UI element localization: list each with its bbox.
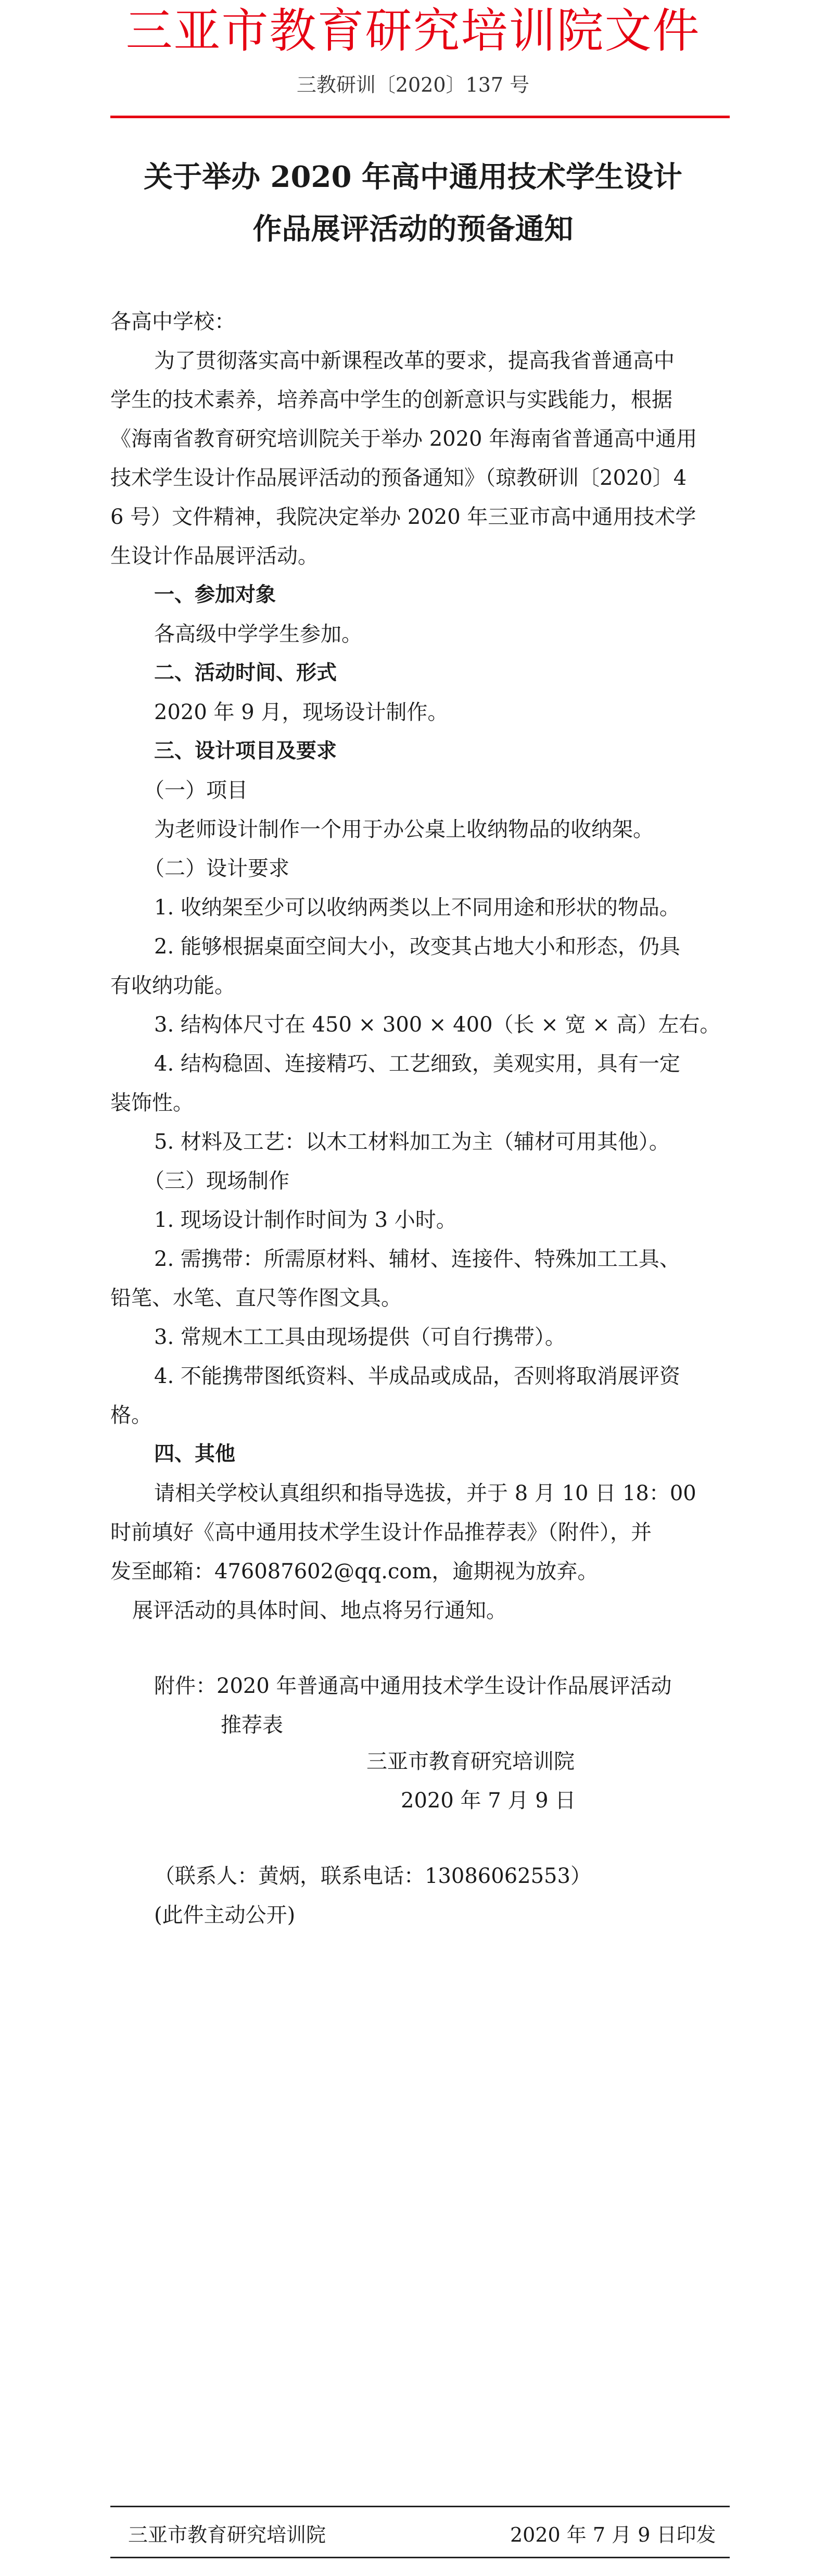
section-heading-time-format: 二、活动时间、形式 <box>154 661 337 685</box>
section-heading-participants: 一、参加对象 <box>154 583 276 607</box>
other-line: 请相关学校认真组织和指导选拔，并于 8 月 10 日 18：00 <box>154 1481 696 1505</box>
onsite-line: 4. 不能携带图纸资料、半成品或成品，否则将取消展评资 <box>154 1364 680 1388</box>
attachment-line-1: 附件：2020 年普通高中通用技术学生设计作品展评活动 <box>154 1674 672 1698</box>
footer-print-date: 2020 年 7 月 9 日印发 <box>510 2523 716 2546</box>
requirement-line: 1. 收纳架至少可以收纳两类以上不同用途和形状的物品。 <box>154 896 680 920</box>
signature-date: 2020 年 7 月 9 日 <box>401 1789 576 1813</box>
project-text: 为老师设计制作一个用于办公桌上收纳物品的收纳架。 <box>154 818 654 841</box>
onsite-line: 3. 常规木工工具由现场提供（可自行携带）。 <box>154 1325 566 1349</box>
header-red-divider <box>110 116 730 118</box>
subsection-project: （一）项目 <box>144 778 248 802</box>
requirement-line: 2. 能够根据桌面空间大小，改变其占地大小和形态，仍具 <box>154 935 680 959</box>
footer-top-divider <box>110 2506 730 2507</box>
subsection-onsite-production: （三）现场制作 <box>144 1169 289 1193</box>
footer-bottom-divider <box>110 2557 730 2558</box>
participants-text: 各高级中学学生参加。 <box>154 622 362 646</box>
org-header-title: 三亚市教育研究培训院文件 <box>125 4 701 58</box>
requirement-line: 有收纳功能。 <box>110 974 235 998</box>
intro-line: 学生的技术素养，培养高中学生的创新意识与实践能力，根据 <box>110 388 672 412</box>
public-disclosure-note: (此件主动公开) <box>154 1903 296 1927</box>
intro-line: 为了贯彻落实高中新课程改革的要求，提高我省普通高中 <box>154 349 675 373</box>
onsite-line: 2. 需携带：所需原材料、辅材、连接件、特殊加工工具、 <box>154 1247 680 1271</box>
requirement-line: 4. 结构稳固、连接精巧、工艺细致，美观实用，具有一定 <box>154 1052 680 1076</box>
onsite-line: 铅笔、水笔、直尺等作图文具。 <box>110 1286 402 1310</box>
intro-line: 《海南省教育研究培训院关于举办 2020 年海南省普通高中通用 <box>110 427 697 451</box>
attachment-line-2: 推荐表 <box>221 1713 283 1737</box>
doc-title-line-2: 作品展评活动的预备通知 <box>252 212 574 246</box>
intro-line: 技术学生设计作品展评活动的预备通知》（琼教研训〔2020〕4 <box>110 466 687 490</box>
subsection-design-requirements: （二）设计要求 <box>144 857 289 881</box>
requirement-line: 装饰性。 <box>110 1091 194 1115</box>
requirement-line: 3. 结构体尺寸在 450 × 300 × 400（长 × 宽 × 高）左右。 <box>154 1013 721 1037</box>
section-heading-other: 四、其他 <box>154 1442 236 1466</box>
contact-info: （联系人：黄炳，联系电话：13086062553） <box>154 1864 591 1888</box>
other-line: 发至邮箱：476087602@qq.com，逾期视为放弃。 <box>110 1560 599 1584</box>
requirement-line: 5. 材料及工艺：以木工材料加工为主（辅材可用其他）。 <box>154 1130 670 1154</box>
salutation: 各高中学校： <box>110 310 235 334</box>
signature-org: 三亚市教育研究培训院 <box>366 1750 575 1774</box>
intro-line: 6 号）文件精神，我院决定举办 2020 年三亚市高中通用技术学 <box>110 505 696 529</box>
doc-title-line-1: 关于举办 2020 年高中通用技术学生设计 <box>144 160 682 194</box>
other-line: 展评活动的具体时间、地点将另行通知。 <box>132 1599 507 1623</box>
intro-line: 生设计作品展评活动。 <box>110 544 319 568</box>
section-heading-requirements: 三、设计项目及要求 <box>154 739 337 763</box>
onsite-line: 1. 现场设计制作时间为 3 小时。 <box>154 1208 457 1232</box>
document-number: 三教研训〔2020〕137 号 <box>296 73 530 96</box>
other-line: 时前填好《高中通用技术学生设计作品推荐表》（附件），并 <box>110 1521 652 1544</box>
onsite-line: 格。 <box>110 1403 152 1427</box>
time-format-text: 2020 年 9 月，现场设计制作。 <box>154 700 449 724</box>
footer-org: 三亚市教育研究培训院 <box>128 2523 326 2546</box>
